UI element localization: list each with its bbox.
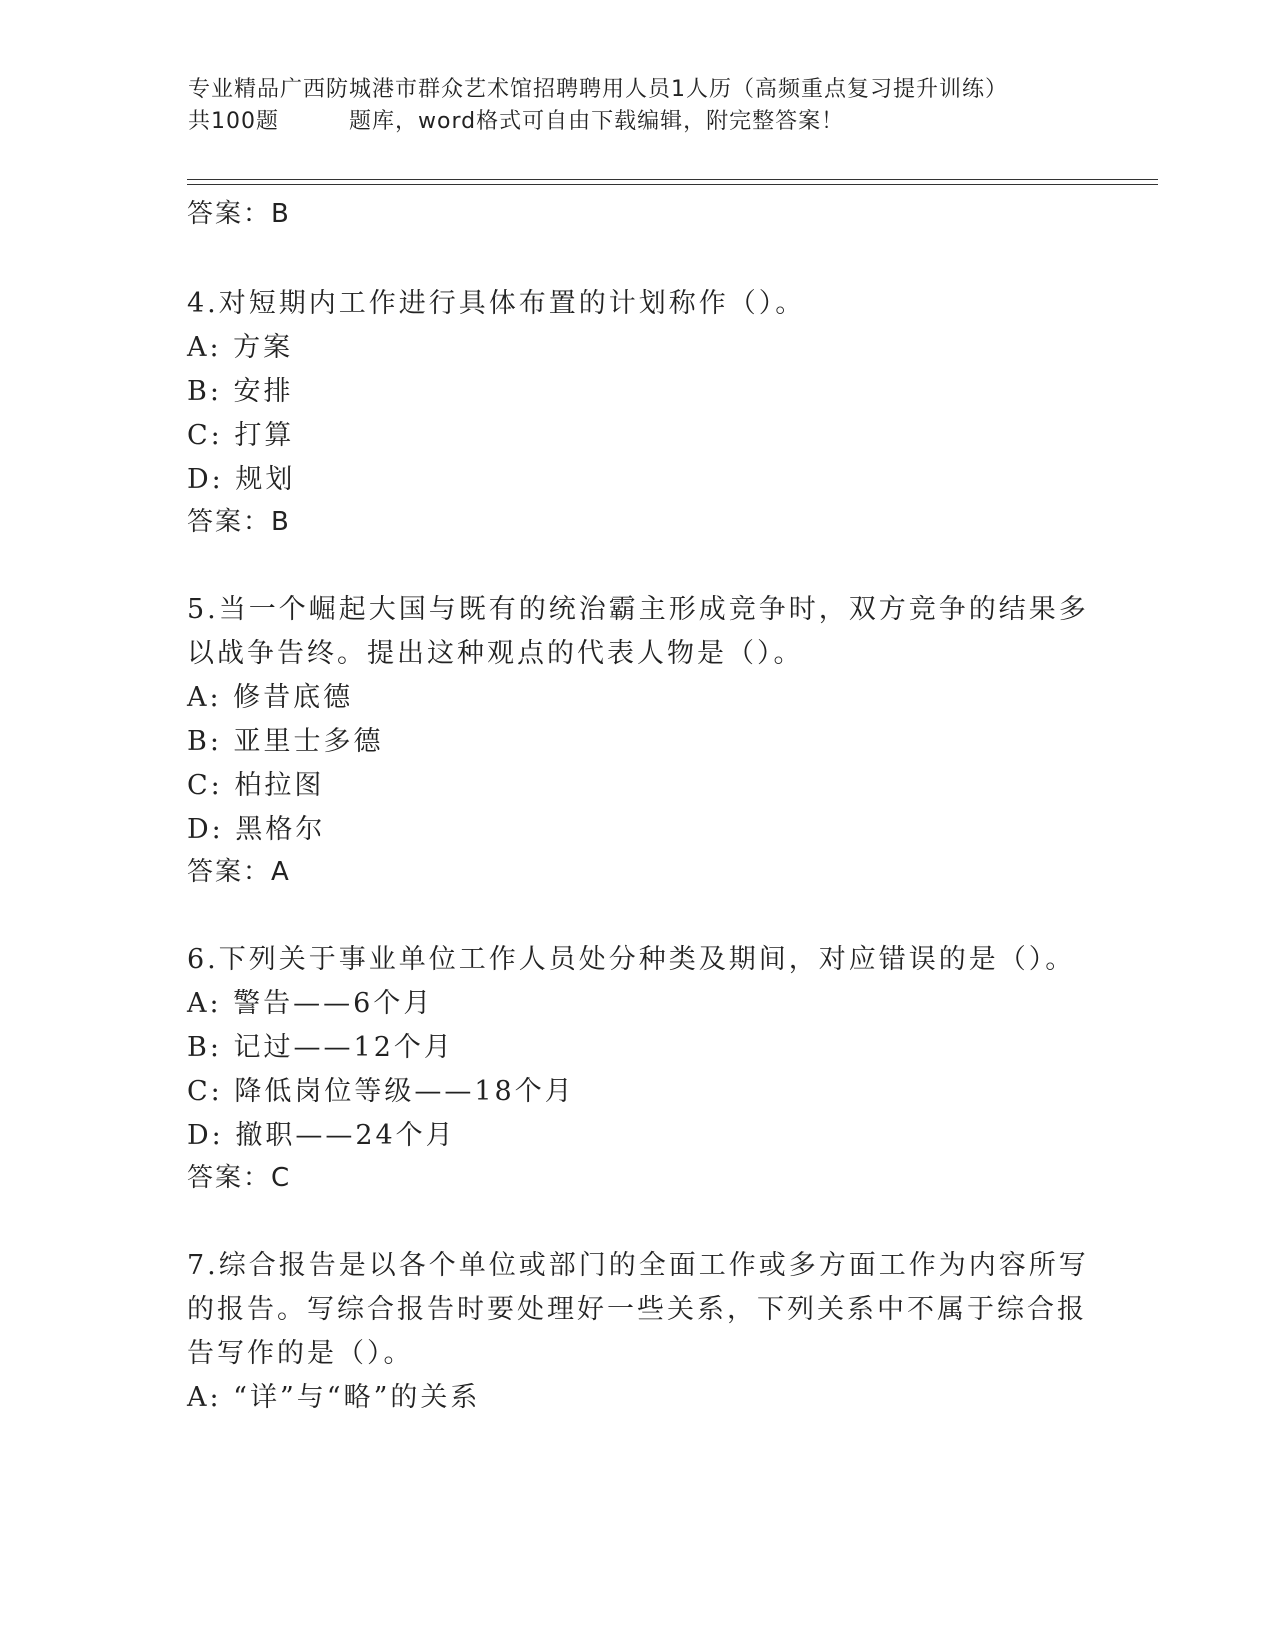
answer-5: 答案：A [187, 857, 291, 887]
question-5-line2: 以战争告终。提出这种观点的代表人物是（）。 [187, 638, 804, 669]
option-6d: D: 撤职——24个月 [187, 1120, 456, 1151]
question-4: 4.对短期内工作进行具体布置的计划称作（）。 [187, 288, 806, 319]
header-subtitle-line [188, 106, 1088, 138]
question-7-line2: 的报告。写综合报告时要处理好一些关系，下列关系中不属于综合报 [187, 1294, 1087, 1325]
option-5d: D: 黑格尔 [187, 814, 326, 845]
option-4d: D: 规划 [187, 464, 296, 495]
option-6b: B: 记过——12个月 [187, 1032, 454, 1063]
header-divider-bottom [187, 184, 1158, 185]
answer-4: 答案：B [187, 507, 291, 537]
header-title-line: 专业精品广西防城港市群众艺术馆招聘聘用人员1人历（高频重点复习提升训练） [188, 77, 1008, 102]
option-5b: B: 亚里士多德 [187, 726, 384, 757]
answer-6: 答案：C [187, 1163, 292, 1193]
question-6: 6.下列关于事业单位工作人员处分种类及期间，对应错误的是（）。 [187, 944, 1076, 975]
document-header [188, 74, 1088, 138]
header-question-count: 共100题 [188, 109, 279, 134]
header-divider-top [187, 179, 1158, 180]
option-4c: C: 打算 [187, 420, 295, 451]
question-7-line3: 告写作的是（）。 [187, 1338, 414, 1369]
option-7a: A: “详”与“略”的关系 [187, 1382, 481, 1413]
option-6c: C: 降低岗位等级——18个月 [187, 1076, 575, 1107]
header-download-note: 题库，word格式可自由下载编辑，附完整答案！ [349, 109, 845, 134]
option-6a: A: 警告——6个月 [187, 988, 434, 1019]
option-4a: A: 方案 [187, 332, 294, 363]
option-5c: C: 柏拉图 [187, 770, 325, 801]
question-7-line1: 7.综合报告是以各个单位或部门的全面工作或多方面工作为内容所写 [187, 1250, 1089, 1281]
question-5-line1: 5.当一个崛起大国与既有的统治霸主形成竞争时，双方竞争的结果多 [187, 594, 1089, 625]
option-5a: A: 修昔底德 [187, 682, 354, 713]
answer-3: 答案：B [187, 199, 291, 229]
option-4b: B: 安排 [187, 376, 294, 407]
